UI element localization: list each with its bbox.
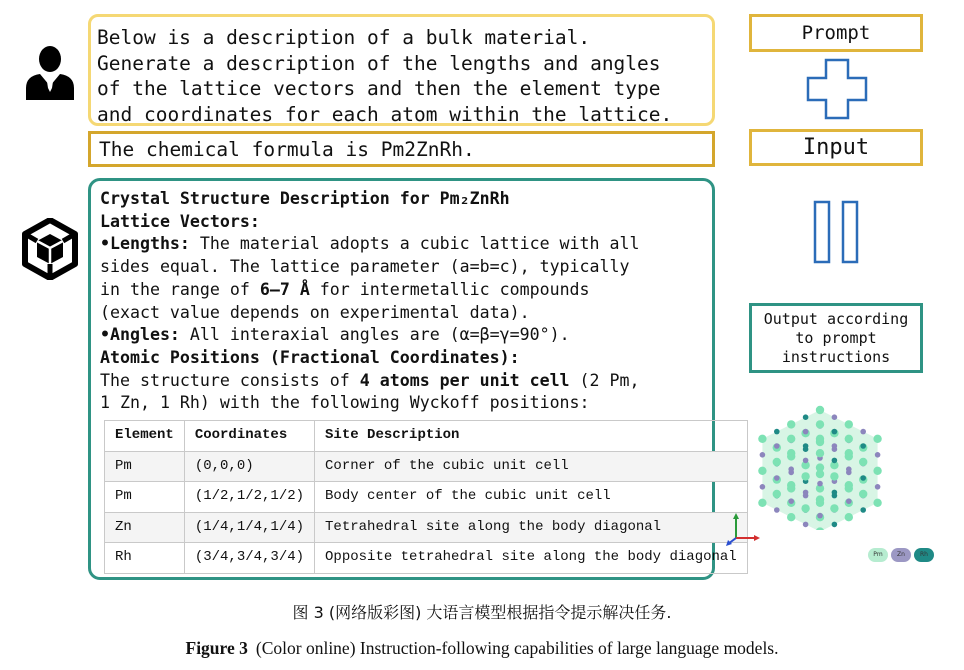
crystal-atom	[773, 490, 781, 498]
output-label	[749, 303, 923, 373]
table-cell: (0,0,0)	[184, 451, 314, 482]
crystal-atom	[845, 420, 853, 428]
table-cell: (3/4,3/4,3/4)	[184, 543, 314, 574]
legend-item-rh: Rh	[914, 548, 934, 562]
lengths-line: in the range of 6–7 Å for intermetallic compounds	[100, 279, 590, 299]
crystal-atom	[787, 420, 795, 428]
legend-item-zn: Zn	[891, 548, 911, 562]
crystal-atom	[801, 504, 809, 512]
crystal-atom	[846, 498, 852, 504]
output-label-line: instructions	[781, 348, 891, 366]
equals-icon	[812, 200, 860, 264]
crystal-atom	[832, 458, 838, 464]
crystal-atom	[788, 466, 794, 472]
prompt-line: Generate a description of the lengths and angles	[97, 51, 661, 75]
crystal-atom	[760, 452, 766, 458]
output-box	[88, 178, 737, 580]
prompt-line: of the lattice vectors and then the element type	[97, 77, 661, 100]
table-row	[105, 482, 748, 513]
table-row	[105, 512, 748, 543]
crystal-atom	[774, 429, 780, 435]
crystal-atom	[816, 435, 824, 443]
table-row	[105, 451, 748, 482]
lattice-heading: Lattice Vectors:	[100, 211, 260, 231]
crystal-atom	[845, 481, 853, 489]
crystal-atom	[875, 484, 881, 490]
legend-item-pm: Pm	[868, 548, 888, 562]
crystal-atom	[801, 472, 809, 480]
model-cube-icon	[22, 218, 78, 280]
table-row	[105, 543, 748, 574]
prompt-line: Below is a description of a bulk material.	[97, 26, 591, 49]
crystal-atom	[859, 490, 867, 498]
crystal-atom	[873, 467, 881, 475]
user-icon	[24, 44, 76, 100]
crystal-atom	[875, 452, 881, 458]
table-cell: (1/2,1/2,1/2)	[184, 482, 314, 513]
crystal-atom	[816, 495, 824, 503]
crystal-atom	[845, 449, 853, 457]
table-cell: Pm	[105, 451, 185, 482]
crystal-atom	[787, 435, 795, 443]
crystal-atom	[830, 504, 838, 512]
crystal-atom	[803, 443, 809, 449]
positions-line: 1 Zn, 1 Rh) with the following Wyckoff positions:	[100, 393, 590, 413]
crystal-atom	[832, 522, 838, 528]
crystal-atom	[860, 507, 866, 513]
crystal-atom	[816, 420, 824, 428]
caption-english	[0, 638, 964, 658]
table-cell: (1/4,1/4,1/4)	[184, 512, 314, 543]
crystal-atom	[816, 463, 824, 471]
crystal-atom	[787, 513, 795, 521]
crystal-atom	[803, 490, 809, 496]
crystal-atom	[803, 458, 809, 464]
input-text: The chemical formula is Pm2ZnRh.	[99, 138, 475, 161]
prompt-label: Prompt	[749, 14, 923, 52]
input-box	[88, 131, 715, 167]
legend	[868, 548, 934, 562]
crystal-atom	[873, 499, 881, 507]
crystal-atom	[758, 499, 766, 507]
lengths-line: •Lengths: The material adopts a cubic lattice with all	[100, 234, 640, 254]
crystal-atom	[803, 522, 809, 528]
crystal-atom	[832, 429, 838, 435]
crystal-atom	[859, 458, 867, 466]
caption-chinese: 图 3 (网络版彩图) 大语言模型根据指令提示解决任务.	[292, 603, 672, 622]
output-title: Crystal Structure Description for Pm₂ZnRh	[100, 189, 510, 208]
output-label-line: Output according	[763, 310, 909, 328]
input-label: Input	[749, 129, 923, 166]
crystal-atom	[774, 475, 780, 481]
crystal-atom	[816, 449, 824, 457]
table-header: Coordinates	[184, 421, 314, 452]
crystal-atom	[758, 435, 766, 443]
crystal-atom	[787, 481, 795, 489]
crystal-atom	[803, 429, 809, 435]
crystal-atom	[860, 443, 866, 449]
crystal-atom	[758, 467, 766, 475]
crystal-atom	[760, 484, 766, 490]
plus-icon	[806, 58, 868, 120]
crystal-atom	[803, 414, 809, 420]
table-cell: Pm	[105, 482, 185, 513]
angles-line: •Angles: All interaxial angles are (α=β=γ=90°).	[100, 325, 570, 345]
crystal-structure-image	[745, 380, 895, 530]
table-cell: Body center of the cubic unit cell	[315, 482, 748, 513]
wyckoff-table	[104, 420, 748, 574]
positions-line: The structure consists of 4 atoms per unit cell (2 Pm,	[100, 370, 640, 390]
prompt-box	[88, 14, 715, 126]
table-cell: Opposite tetrahedral site along the body diagonal	[315, 543, 748, 574]
crystal-atom	[846, 466, 852, 472]
caption-text: (Color online) Instruction-following capabilities of large language models.	[255, 638, 779, 658]
table-cell: Zn	[105, 512, 185, 543]
axes-icon	[722, 512, 762, 548]
prompt-line: and coordinates for each atom within the lattice.	[97, 102, 673, 126]
crystal-atom	[817, 481, 823, 487]
crystal-atom	[773, 458, 781, 466]
crystal-atom	[830, 472, 838, 480]
crystal-atom	[774, 443, 780, 449]
crystal-atom	[845, 513, 853, 521]
crystal-atom	[817, 513, 823, 519]
output-label-line: to prompt	[795, 329, 877, 347]
crystal-atom	[832, 490, 838, 496]
crystal-atom	[860, 429, 866, 435]
crystal-atom	[774, 507, 780, 513]
caption-label: Figure 3	[185, 638, 248, 658]
table-cell: Rh	[105, 543, 185, 574]
crystal-atom	[860, 475, 866, 481]
crystal-atom	[873, 435, 881, 443]
crystal-atom	[832, 443, 838, 449]
crystal-atom	[816, 406, 824, 414]
crystal-atom	[845, 435, 853, 443]
crystal-atom	[832, 414, 838, 420]
table-cell: Tetrahedral site along the body diagonal	[315, 512, 748, 543]
table-header: Element	[105, 421, 185, 452]
lengths-line: (exact value depends on experimental data).	[100, 302, 530, 322]
crystal-atom	[788, 498, 794, 504]
table-header: Site Description	[315, 421, 748, 452]
crystal-atom	[787, 449, 795, 457]
positions-heading: Atomic Positions (Fractional Coordinates):	[100, 347, 520, 367]
lengths-line: sides equal. The lattice parameter (a=b=c), typically	[100, 257, 630, 277]
table-cell: Corner of the cubic unit cell	[315, 451, 748, 482]
table-header-row	[105, 421, 748, 452]
